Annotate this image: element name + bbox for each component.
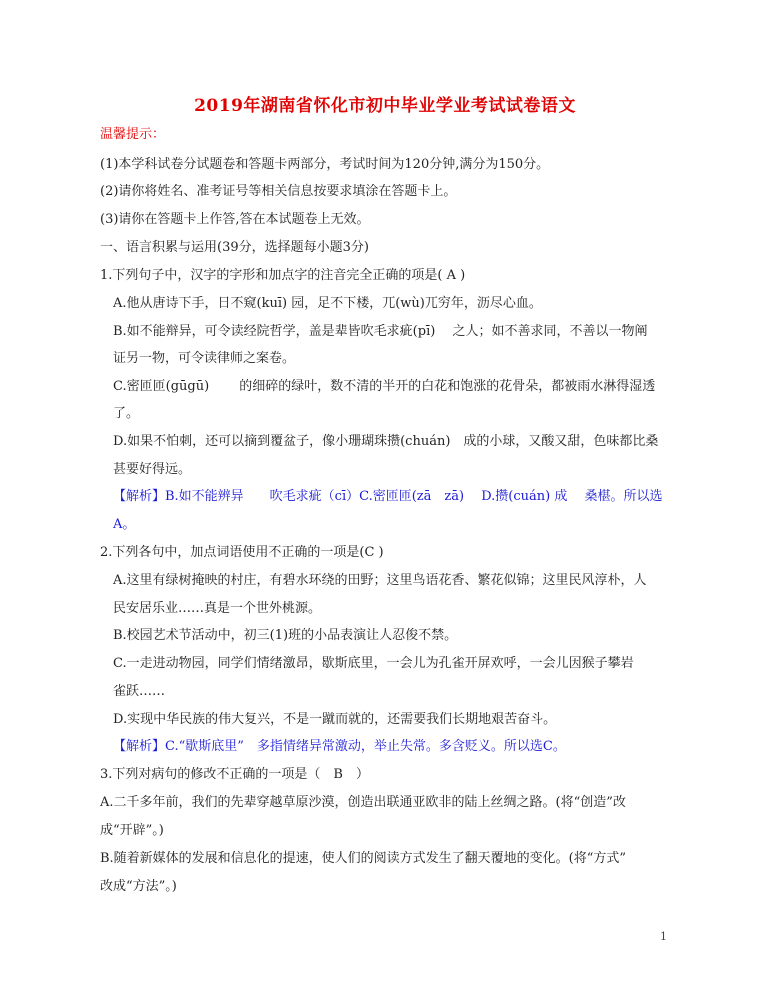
question-3: 3.下列对病句的修改不正确的一项是（ B ） — [100, 767, 369, 782]
page-number: 1 — [660, 930, 667, 943]
q1-option-d-line2: 甚要好得远。 — [113, 462, 192, 477]
q1-analysis-line2: A。 — [113, 517, 136, 532]
q1-option-c-line2: 了。 — [113, 406, 140, 421]
q2-option-b: B.校园艺术节活动中，初三(1)班的小品表演让人忍俊不禁。 — [113, 628, 458, 643]
q1-analysis-line1: 【解析】B.如不能辨异 吹毛求疵（cī）C.密匝匝(zā zā) D.攒(cuán) 成 桑椹。所以选 — [113, 489, 663, 504]
q2-option-c-line1: C.一走进动物园，同学们情绪激昂，歇斯底里，一会儿为孔雀开屏欢呼，一会儿因猴子攀岩 — [113, 656, 634, 671]
q2-analysis: 【解析】C.“歇斯底里” 多指情绪异常激动，举止失常。多含贬义。所以选C。 — [113, 739, 566, 754]
q2-option-d: D.实现中华民族的伟大复兴，不是一蹴而就的，还需要我们长期地艰苦奋斗。 — [113, 712, 557, 727]
document-title: 2019年湖南省怀化市初中毕业学业考试试卷语文 — [194, 96, 576, 116]
tip-line-3: (3)请你在答题卡上作答,答在本试题卷上无效。 — [100, 212, 370, 227]
tip-line-1: (1)本学科试卷分试题卷和答题卡两部分，考试时间为120分钟,满分为150分。 — [100, 157, 550, 172]
tip-line-2: (2)请你将姓名、准考证号等相关信息按要求填涂在答题卡上。 — [100, 184, 457, 199]
q2-option-c-line2: 雀跃…… — [113, 684, 166, 699]
tips-heading: 温馨提示： — [100, 127, 166, 142]
q1-option-c-line1: C.密匝匝(gūgū) 的细碎的绿叶，数不清的半开的白花和饱涨的花骨朵，都被雨水淋得湿透 — [113, 379, 656, 394]
q2-option-a-line2: 民安居乐业……真是一个世外桃源。 — [113, 601, 322, 616]
q2-option-a-line1: A.这里有绿树掩映的村庄，有碧水环绕的田野；这里鸟语花香、繁花似锦；这里民风淳朴，人 — [113, 573, 647, 588]
q3-option-a-line1: A.二千多年前，我们的先辈穿越草原沙漠，创造出联通亚欧非的陆上丝绸之路。(将“创造”改 — [100, 795, 626, 810]
q3-option-b-line2: 改成“方法”。) — [100, 879, 177, 894]
q1-option-b-line1: B.如不能辩异，可令读经院哲学，盖是辈皆吹毛求疵(pī) 之人；如不善求同，不善以一物阐 — [113, 324, 648, 339]
q1-option-b-line2: 证另一物，可令读律师之案卷。 — [113, 351, 296, 366]
question-2: 2.下列各句中，加点词语使用不正确的一项是(C ) — [100, 545, 384, 560]
q3-option-a-line2: 成“开辟”。) — [100, 823, 164, 838]
q3-option-b-line1: B.随着新媒体的发展和信息化的提速，使人们的阅读方式发生了翻天覆地的变化。(将“方式” — [100, 851, 627, 866]
q1-option-a: A.他从唐诗下手，日不窥(kuī) 园，足不下楼，兀(wù)兀穷年，沥尽心血。 — [113, 296, 542, 311]
section-heading: 一、语言积累与运用(39分，选择题每小题3分) — [100, 240, 369, 255]
q1-option-d-line1: D.如果不怕刺，还可以摘到覆盆子，像小珊瑚珠攒(chuán) 成的小球，又酸又甜，色味都比桑 — [113, 434, 659, 449]
question-1: 1.下列句子中，汉字的字形和加点字的注音完全正确的项是( A ) — [100, 268, 466, 283]
